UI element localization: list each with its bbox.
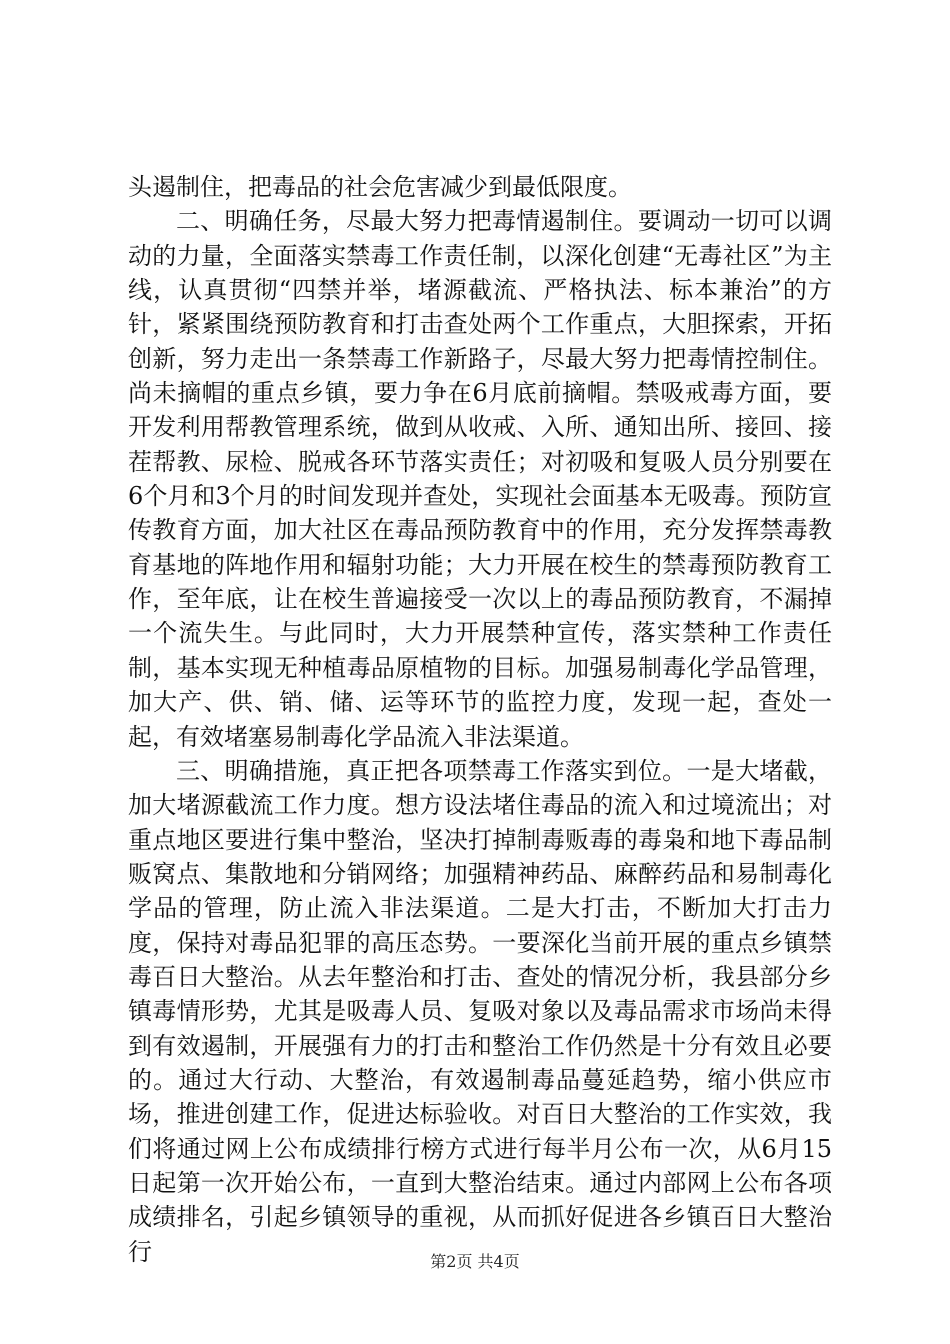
body-text: [128, 170, 832, 1269]
paragraph-section-three: 三、明确措施，真正把各项禁毒工作落实到位。一是大堵截，加大堵源截流工作力度。想方设法堵住毒品的流入和过境流出；对重点地区要进行集中整治，坚决打掉制毒贩毒的毒枭和地下毒品制贩窝点、集散地和分销网络；加强精神药品、麻醉药品和易制毒化学品的管理，防止流入非法渠道。二是大打击，不断加大打击力度，保持对毒品犯罪的高压态势。一要深化当前开展的重点乡镇禁毒百日大整治。从去年整治和打击、查处的情况分析，我县部分乡镇毒情形势，尤其是吸毒人员、复吸对象以及毒品需求市场尚未得到有效遏制，开展强有力的打击和整治工作仍然是十分有效且必要的。通过大行动、大整治，有效遏制毒品蔓延趋势，缩小供应市场，推进创建工作，促进达标验收。对百日大整治的工作实效，我们将通过网上公布成绩排行榜方式进行每半月公布一次，从6月15日起第一次开始公布，一直到大整治结束。通过内部网上公布各项成绩排名，引起乡镇领导的重视，从而抓好促进各乡镇百日大整治行: [128, 756, 832, 1266]
paragraph-continuation: 头遏制住，把毒品的社会危害减少到最低限度。: [128, 173, 632, 201]
page-number-footer: 第2页 共4页: [430, 1252, 520, 1271]
paragraph-section-two: 二、明确任务，尽最大努力把毒情遏制住。要调动一切可以调动的力量，全面落实禁毒工作责任制，以深化创建“无毒社区”为主线，认真贯彻“四禁并举，堵源截流、严格执法、标本兼治”的方针，紧紧围绕预防教育和打击查处两个工作重点，大胆探索，开拓创新，努力走出一条禁毒工作新路子，尽最大努力把毒情控制住。尚未摘帽的重点乡镇，要力争在6月底前摘帽。禁吸戒毒方面，要开发利用帮教管理系统，做到从收戒、入所、通知出所、接回、接茬帮教、尿检、脱戒各环节落实责任；对初吸和复吸人员分别要在6个月和3个月的时间发现并查处，实现社会面基本无吸毒。预防宣传教育方面，加大社区在毒品预防教育中的作用，充分发挥禁毒教育基地的阵地作用和辐射功能；大力开展在校生的禁毒预防教育工作，至年底，让在校生普遍接受一次以上的毒品预防教育，不漏掉一个流失生。与此同时，大力开展禁种宣传，落实禁种工作责任制，基本实现无种植毒品原植物的目标。加强易制毒化学品管理，加大产、供、销、储、运等环节的监控力度，发现一起，查处一起，有效堵塞易制毒化学品流入非法渠道。: [128, 207, 832, 751]
